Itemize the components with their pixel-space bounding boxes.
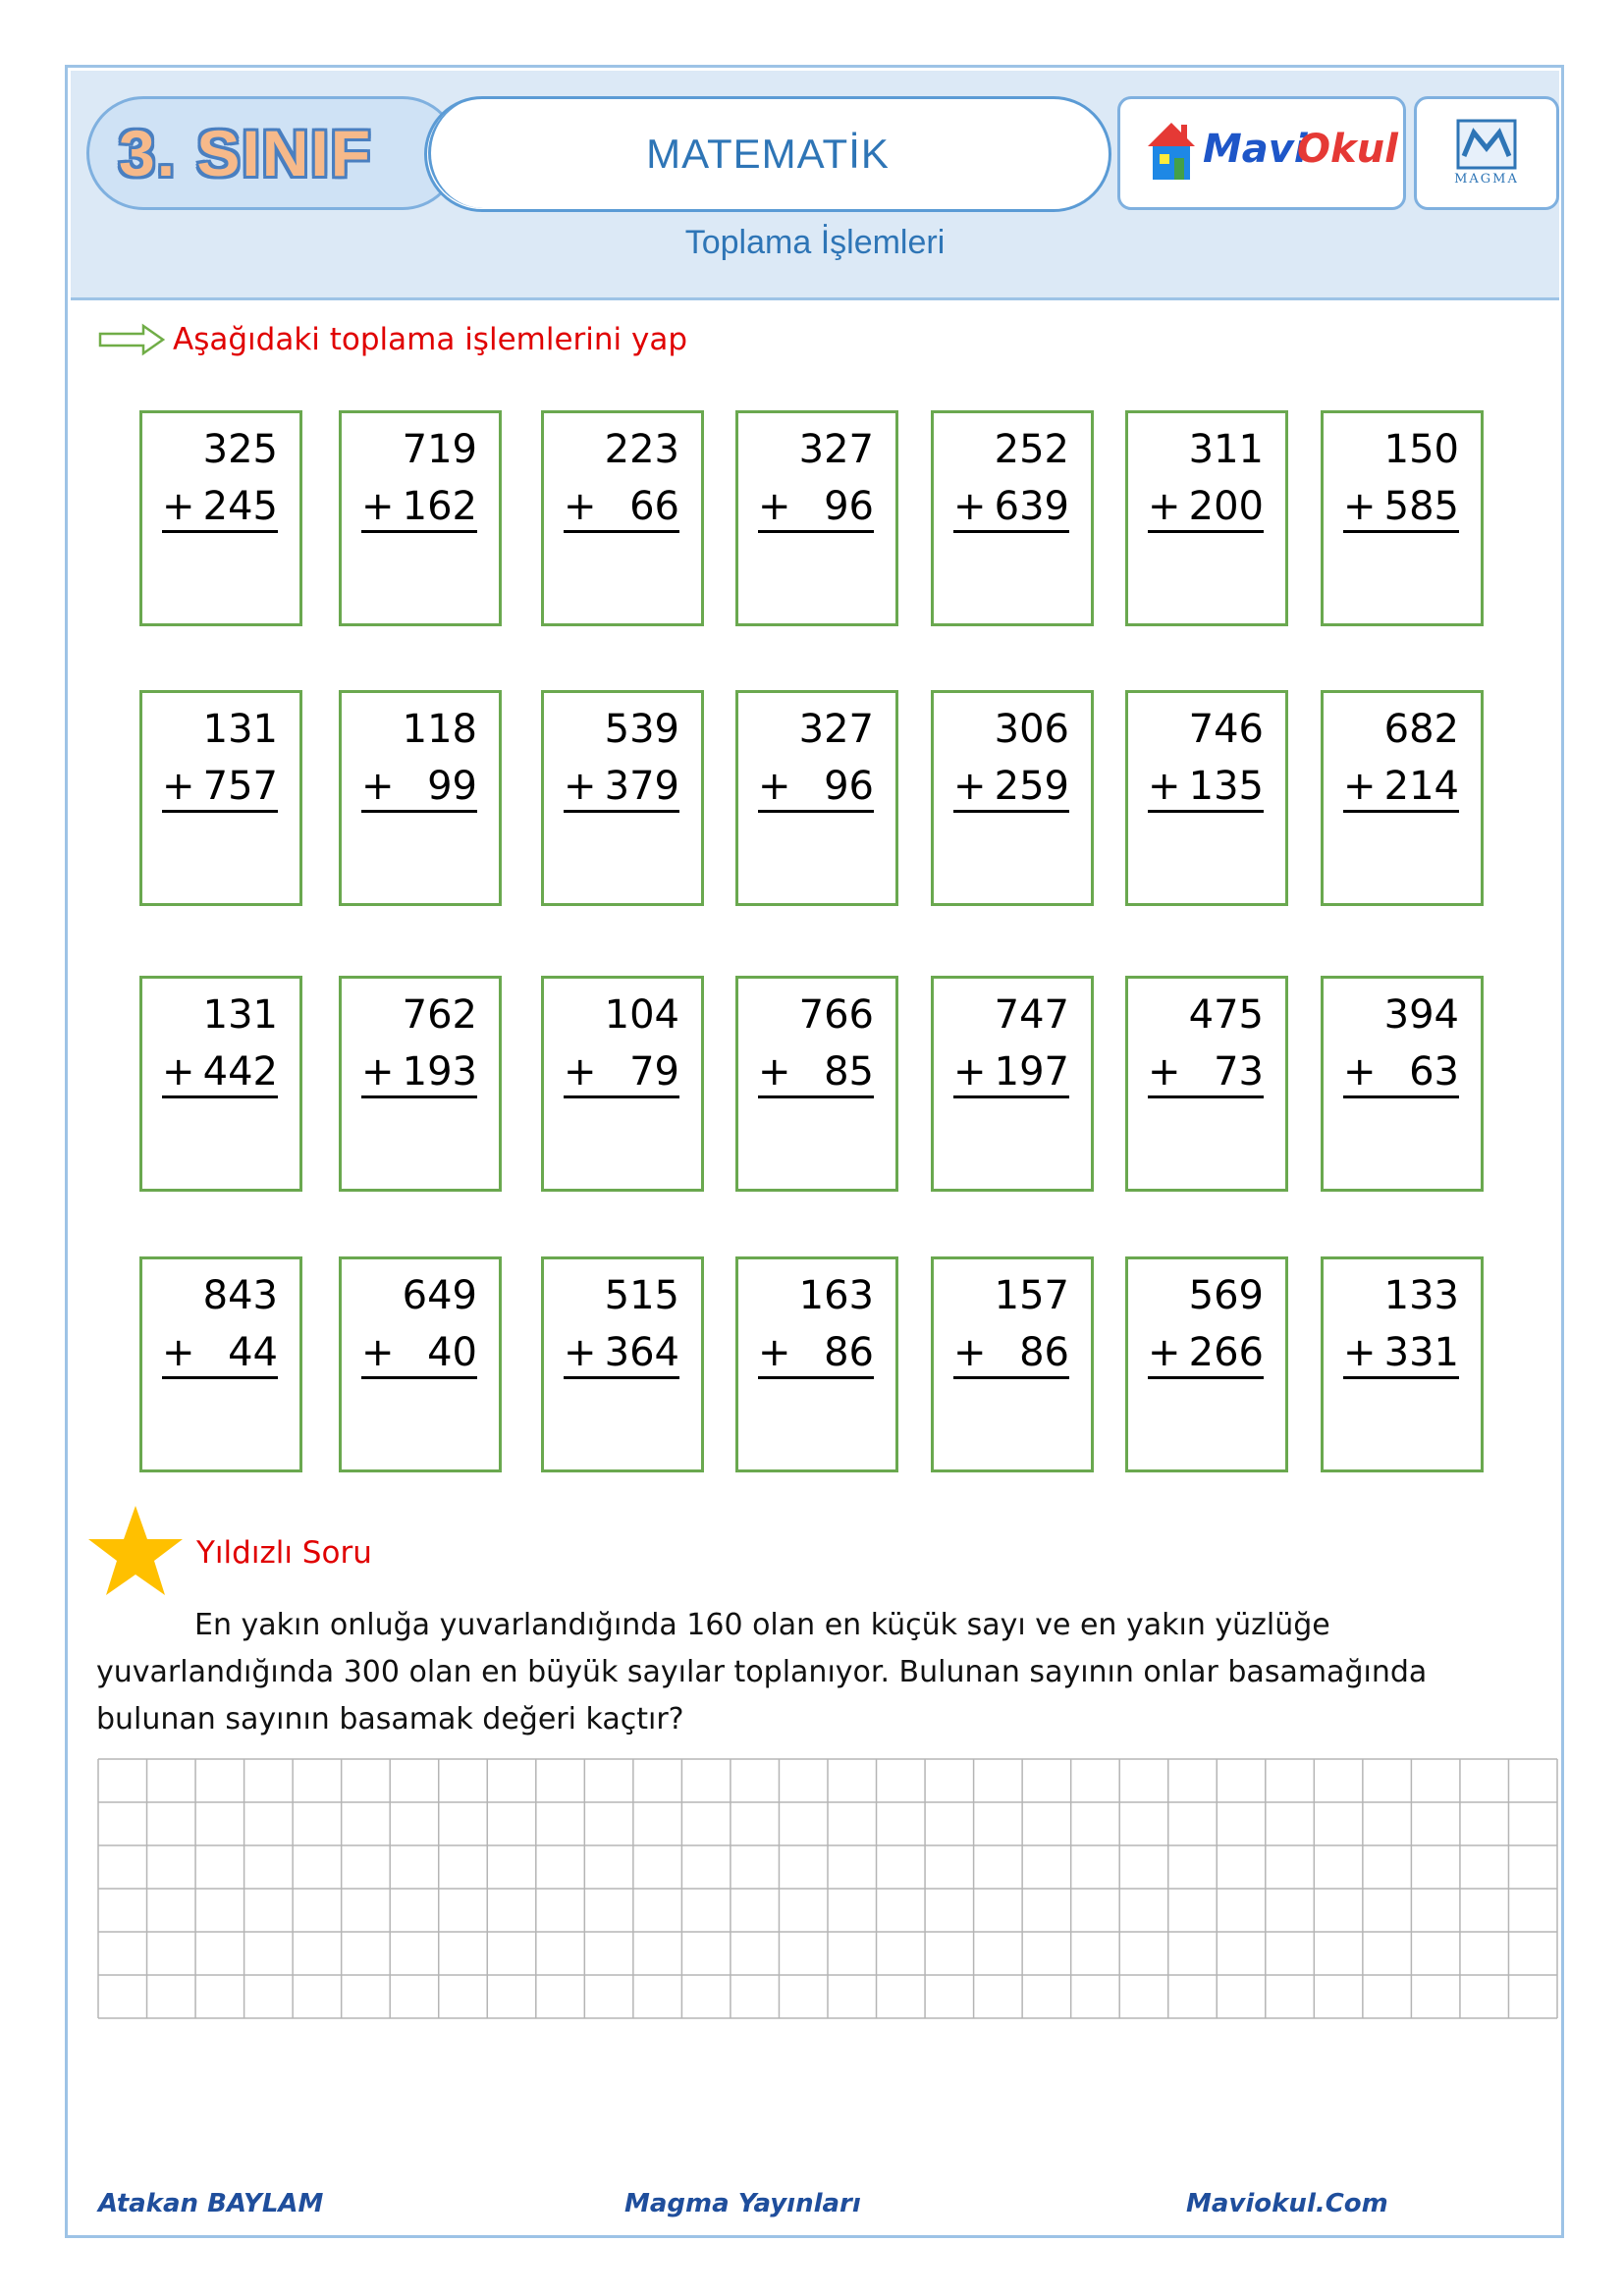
topic-title: Toplama İşlemleri bbox=[684, 224, 946, 261]
addend-bottom: 86 bbox=[824, 1330, 874, 1375]
addend-bottom: 135 bbox=[1188, 764, 1264, 809]
plus-sign: + bbox=[564, 484, 597, 529]
addend-top: 475 bbox=[1188, 992, 1264, 1038]
instruction-text: Aşağıdaki toplama işlemlerini yap bbox=[173, 322, 688, 357]
addend-bottom: 193 bbox=[402, 1049, 477, 1095]
addend-row bbox=[162, 1049, 278, 1098]
plus-sign: + bbox=[1343, 484, 1377, 529]
problem-box[interactable] bbox=[339, 976, 502, 1192]
addend-top: 569 bbox=[1188, 1273, 1264, 1318]
addend-bottom: 331 bbox=[1383, 1330, 1459, 1375]
addend-row bbox=[953, 484, 1069, 533]
plus-sign: + bbox=[1148, 764, 1181, 809]
addend-row bbox=[1343, 1330, 1459, 1379]
plus-sign: + bbox=[758, 1049, 791, 1095]
addend-row bbox=[564, 1330, 679, 1379]
grade-pill bbox=[86, 96, 460, 210]
addend-top: 649 bbox=[402, 1273, 477, 1318]
addend-bottom: 639 bbox=[994, 484, 1069, 529]
plus-sign: + bbox=[162, 1049, 195, 1095]
plus-sign: + bbox=[953, 484, 987, 529]
problem-box[interactable] bbox=[1125, 410, 1288, 626]
addend-top: 762 bbox=[402, 992, 477, 1038]
addend-bottom: 757 bbox=[202, 764, 278, 809]
plus-sign: + bbox=[162, 1330, 195, 1375]
arrow-right-icon bbox=[98, 323, 167, 356]
problem-box[interactable] bbox=[139, 1256, 302, 1472]
addend-top: 682 bbox=[1383, 707, 1459, 752]
addend-top: 719 bbox=[402, 427, 477, 472]
addend-row bbox=[1148, 484, 1264, 533]
addend-bottom: 585 bbox=[1383, 484, 1459, 529]
grade-label: 3. SINIF bbox=[119, 117, 373, 189]
addend-top: 539 bbox=[604, 707, 679, 752]
problem-box[interactable] bbox=[541, 690, 704, 906]
addend-row bbox=[162, 764, 278, 813]
addend-bottom: 44 bbox=[228, 1330, 278, 1375]
addend-top: 157 bbox=[994, 1273, 1069, 1318]
addend-row bbox=[1343, 484, 1459, 533]
addend-top: 746 bbox=[1188, 707, 1264, 752]
addend-top: 327 bbox=[798, 427, 874, 472]
addend-row bbox=[564, 484, 679, 533]
addend-bottom: 266 bbox=[1188, 1330, 1264, 1375]
plus-sign: + bbox=[162, 484, 195, 529]
addend-top: 843 bbox=[202, 1273, 278, 1318]
addend-row bbox=[758, 1330, 874, 1379]
problem-box[interactable] bbox=[139, 976, 302, 1192]
addend-bottom: 214 bbox=[1383, 764, 1459, 809]
addend-bottom: 63 bbox=[1409, 1049, 1459, 1095]
addend-top: 311 bbox=[1188, 427, 1264, 472]
addend-bottom: 379 bbox=[604, 764, 679, 809]
addend-row bbox=[953, 1049, 1069, 1098]
plus-sign: + bbox=[953, 764, 987, 809]
problem-box[interactable] bbox=[541, 1256, 704, 1472]
problem-box[interactable] bbox=[339, 1256, 502, 1472]
problem-box[interactable] bbox=[931, 690, 1094, 906]
addend-row bbox=[953, 1330, 1069, 1379]
addend-bottom: 245 bbox=[202, 484, 278, 529]
addend-bottom: 73 bbox=[1214, 1049, 1264, 1095]
plus-sign: + bbox=[564, 764, 597, 809]
addend-top: 104 bbox=[604, 992, 679, 1038]
footer-website[interactable]: Maviokul.Com bbox=[1186, 2189, 1388, 2218]
addend-row bbox=[564, 1049, 679, 1098]
problem-box[interactable] bbox=[931, 410, 1094, 626]
addend-bottom: 66 bbox=[629, 484, 679, 529]
addend-row bbox=[361, 484, 477, 533]
addend-top: 150 bbox=[1383, 427, 1459, 472]
plus-sign: + bbox=[1343, 764, 1377, 809]
plus-sign: + bbox=[1148, 484, 1181, 529]
addend-row bbox=[758, 764, 874, 813]
problem-box[interactable] bbox=[735, 1256, 898, 1472]
addend-top: 133 bbox=[1383, 1273, 1459, 1318]
addend-row bbox=[564, 764, 679, 813]
addend-top: 163 bbox=[798, 1273, 874, 1318]
plus-sign: + bbox=[953, 1330, 987, 1375]
plus-sign: + bbox=[361, 764, 395, 809]
problem-box[interactable] bbox=[541, 410, 704, 626]
addend-bottom: 99 bbox=[427, 764, 477, 809]
star-icon bbox=[86, 1504, 185, 1598]
plus-sign: + bbox=[1148, 1330, 1181, 1375]
addend-bottom: 259 bbox=[994, 764, 1069, 809]
star-question-text: En yakın onluğa yuvarlandığında 160 olan en küçük sayı ve en yakın yüzlüğe yuvarlandığında 300 olan en büyük sayılar toplanıyor. Bulunan sayının onlar basamağında bulunan sayının basamak değeri kaçtır? bbox=[96, 1608, 1428, 1736]
star-question-title: Yıldızlı Soru bbox=[196, 1535, 372, 1571]
problem-box[interactable] bbox=[1321, 690, 1484, 906]
problem-box[interactable] bbox=[1321, 410, 1484, 626]
plus-sign: + bbox=[758, 1330, 791, 1375]
addend-bottom: 85 bbox=[824, 1049, 874, 1095]
plus-sign: + bbox=[361, 1330, 395, 1375]
plus-sign: + bbox=[1148, 1049, 1181, 1095]
logo-text-mavi: Mavi bbox=[1203, 127, 1308, 172]
addend-top: 766 bbox=[798, 992, 874, 1038]
addend-top: 325 bbox=[202, 427, 278, 472]
magma-logo bbox=[1414, 96, 1559, 210]
problem-box[interactable] bbox=[735, 976, 898, 1192]
problem-box[interactable] bbox=[1321, 976, 1484, 1192]
problem-box[interactable] bbox=[735, 410, 898, 626]
subject-pill bbox=[424, 96, 1111, 212]
addend-bottom: 364 bbox=[604, 1330, 679, 1375]
addend-bottom: 96 bbox=[824, 764, 874, 809]
magma-badge-text: MAGMA bbox=[1454, 172, 1519, 187]
addend-top: 306 bbox=[994, 707, 1069, 752]
addend-top: 252 bbox=[994, 427, 1069, 472]
addend-bottom: 442 bbox=[202, 1049, 278, 1095]
addend-top: 131 bbox=[202, 707, 278, 752]
subject-title: MATEMATİK bbox=[646, 131, 890, 177]
addend-row bbox=[162, 1330, 278, 1379]
addend-row bbox=[361, 1049, 477, 1098]
addend-top: 131 bbox=[202, 992, 278, 1038]
addend-row bbox=[1343, 1049, 1459, 1098]
problem-box[interactable] bbox=[1125, 976, 1288, 1192]
addend-bottom: 96 bbox=[824, 484, 874, 529]
plus-sign: + bbox=[564, 1049, 597, 1095]
addend-bottom: 86 bbox=[1019, 1330, 1069, 1375]
instruction-row bbox=[98, 322, 687, 357]
problem-box[interactable] bbox=[139, 690, 302, 906]
plus-sign: + bbox=[953, 1049, 987, 1095]
problem-box[interactable] bbox=[931, 1256, 1094, 1472]
plus-sign: + bbox=[162, 764, 195, 809]
problem-box[interactable] bbox=[1125, 690, 1288, 906]
plus-sign: + bbox=[361, 484, 395, 529]
magma-book-icon bbox=[1417, 99, 1556, 207]
problem-box[interactable] bbox=[735, 690, 898, 906]
plus-sign: + bbox=[758, 764, 791, 809]
maviokul-logo bbox=[1117, 96, 1406, 210]
addend-bottom: 162 bbox=[402, 484, 477, 529]
plus-sign: + bbox=[564, 1330, 597, 1375]
addend-top: 118 bbox=[402, 707, 477, 752]
addend-top: 747 bbox=[994, 992, 1069, 1038]
addend-top: 394 bbox=[1383, 992, 1459, 1038]
addend-row bbox=[162, 484, 278, 533]
addend-row bbox=[953, 764, 1069, 813]
problem-box[interactable] bbox=[339, 690, 502, 906]
addend-row bbox=[1148, 1049, 1264, 1098]
problem-box[interactable] bbox=[541, 976, 704, 1192]
addend-top: 223 bbox=[604, 427, 679, 472]
addend-bottom: 197 bbox=[994, 1049, 1069, 1095]
footer-publisher: Magma Yayınları bbox=[624, 2189, 861, 2218]
addend-row bbox=[361, 1330, 477, 1379]
plus-sign: + bbox=[758, 484, 791, 529]
footer-author: Atakan BAYLAM bbox=[98, 2189, 324, 2218]
problem-box[interactable] bbox=[1321, 1256, 1484, 1472]
addend-top: 327 bbox=[798, 707, 874, 752]
addend-row bbox=[758, 484, 874, 533]
problem-box[interactable] bbox=[339, 410, 502, 626]
logo-text-okul: Okul bbox=[1297, 127, 1398, 172]
addend-row bbox=[1343, 764, 1459, 813]
addend-bottom: 79 bbox=[629, 1049, 679, 1095]
problem-box[interactable] bbox=[931, 976, 1094, 1192]
problem-box[interactable] bbox=[1125, 1256, 1288, 1472]
addend-row bbox=[1148, 764, 1264, 813]
addend-row bbox=[758, 1049, 874, 1098]
plus-sign: + bbox=[361, 1049, 395, 1095]
addend-bottom: 200 bbox=[1188, 484, 1264, 529]
answer-grid[interactable] bbox=[96, 1757, 1559, 2020]
problem-box[interactable] bbox=[139, 410, 302, 626]
addend-bottom: 40 bbox=[427, 1330, 477, 1375]
addend-row bbox=[361, 764, 477, 813]
plus-sign: + bbox=[1343, 1049, 1377, 1095]
addend-row bbox=[1148, 1330, 1264, 1379]
addend-top: 515 bbox=[604, 1273, 679, 1318]
plus-sign: + bbox=[1343, 1330, 1377, 1375]
